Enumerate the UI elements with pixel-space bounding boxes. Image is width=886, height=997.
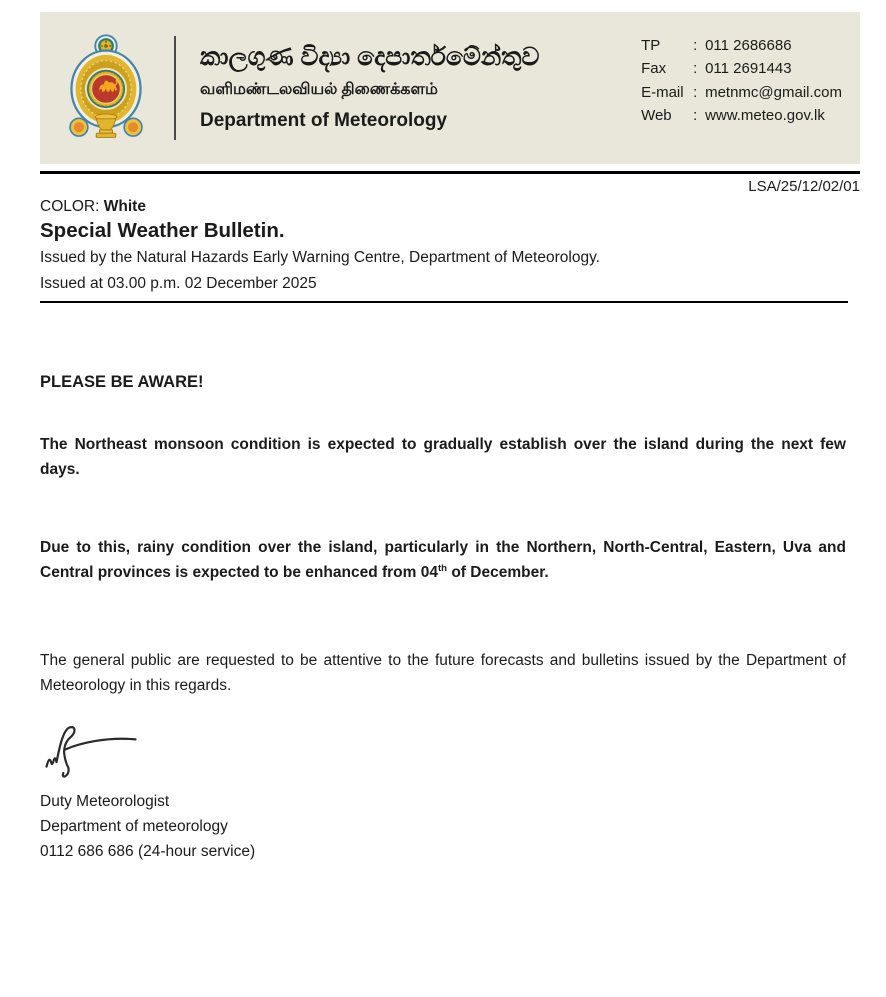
contact-info	[641, 34, 842, 127]
contact-fax	[641, 57, 842, 80]
signature-icon	[42, 721, 160, 785]
notice-paragraph-1: The Northeast monsoon condition is expected to gradually establish over the island during the next few days.	[40, 435, 846, 479]
notice-paragraph-2	[40, 535, 846, 586]
letterhead	[40, 12, 860, 164]
contact-separator: :	[693, 106, 698, 124]
contact-web	[641, 104, 842, 127]
paragraph-2-text: Due to this, rainy condition over the island, particularly in the Northern, North-Central, Eastern, Uva and Central provinces is expected to be enhanced from 04	[40, 538, 846, 582]
signatory-title: Duty Meteorologist	[40, 792, 170, 810]
alert-color-line	[40, 198, 846, 216]
signature-block	[40, 789, 846, 864]
alert-color-value: White	[103, 198, 146, 215]
contact-value: 011 2686686	[705, 37, 792, 54]
contact-email	[641, 81, 842, 104]
contact-value: www.meteo.gov.lk	[705, 106, 825, 124]
contact-separator: :	[693, 83, 698, 101]
reference-number: LSA/25/12/02/01	[748, 178, 860, 195]
sri-lanka-emblem-logo	[64, 29, 148, 147]
department-title-sinhala: කාලගුණ විද්‍යා දෙපාර්තමේන්තුව	[200, 42, 540, 71]
bulletin-title: Special Weather Bulletin.	[40, 219, 285, 242]
alert-color-label: COLOR:	[40, 198, 100, 215]
notice-paragraph-3: The general public are requested to be attentive to the future forecasts and bulletins issued by the Department of Meteorology in this regards.	[40, 651, 846, 695]
signatory-organization: Department of meteorology	[40, 817, 228, 835]
section-rule	[40, 301, 848, 303]
contact-label: E-mail	[641, 83, 684, 101]
header-divider	[174, 36, 176, 140]
contact-label: TP	[641, 37, 661, 54]
contact-separator: :	[693, 60, 698, 78]
ordinal-suffix: th	[437, 563, 448, 575]
department-title-english: Department of Meteorology	[200, 110, 448, 132]
issued-at-line: Issued at 03.00 p.m. 02 December 2025	[40, 275, 317, 293]
contact-separator: :	[693, 37, 698, 54]
issued-by-line: Issued by the Natural Hazards Early Warning Centre, Department of Meteorology.	[40, 249, 600, 266]
header-rule	[40, 171, 860, 174]
contact-label: Web	[641, 106, 672, 124]
notice-heading: PLEASE BE AWARE!	[40, 372, 204, 391]
contact-label: Fax	[641, 60, 667, 78]
contact-value: 011 2691443	[705, 60, 792, 78]
paragraph-2-text-end: of December.	[447, 564, 549, 582]
contact-value: metnmc@gmail.com	[705, 83, 842, 101]
contact-phone	[641, 34, 842, 57]
department-title-tamil: வளிமண்டலவியல் திணைக்களம்	[200, 81, 438, 99]
department-titles	[200, 44, 641, 133]
signatory-phone: 0112 686 686 (24-hour service)	[40, 843, 256, 861]
